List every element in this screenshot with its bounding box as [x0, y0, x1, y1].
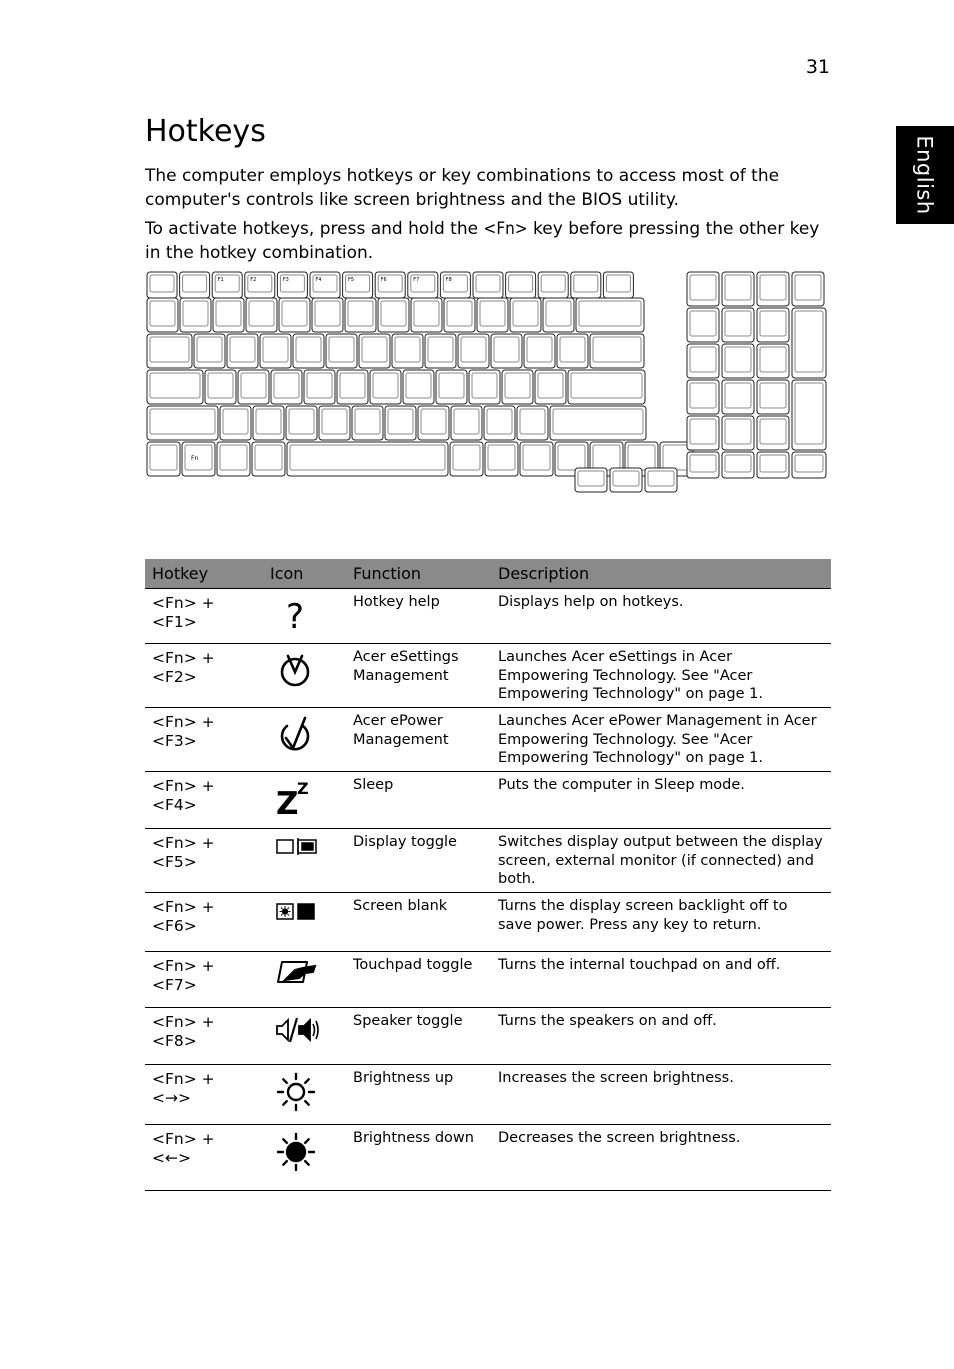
keyboard-key-top	[760, 311, 786, 336]
icon-cell	[263, 1125, 346, 1191]
keyboard-key-top	[230, 337, 255, 362]
function-key-label: F6	[380, 277, 387, 283]
hotkey-cell: <Fn> + <F8>	[145, 1008, 263, 1065]
keyboard-diagram	[145, 270, 831, 496]
svg-text:Z: Z	[276, 786, 299, 818]
description-cell: Turns the speakers on and off.	[491, 1008, 831, 1065]
keyboard-key-top	[725, 311, 751, 336]
keyboard-key-top	[373, 373, 398, 398]
keyboard-key-top	[282, 301, 307, 326]
keyboard-key-top	[223, 409, 248, 434]
keyboard-key-top	[439, 373, 464, 398]
keyboard-key-top	[220, 445, 247, 470]
keyboard-key-top	[795, 455, 823, 472]
keyboard-key-top	[513, 301, 538, 326]
keyboard-key-top	[454, 409, 479, 434]
keyboard-key-top	[249, 301, 274, 326]
activate-text-after: key before pressing the other key in the hotkey combination.	[145, 219, 820, 263]
keyboard-key-top	[255, 445, 282, 470]
keyboard-key-top	[574, 275, 598, 292]
icon-cell	[263, 952, 346, 1008]
fn-key-label: <Fn>	[483, 219, 528, 239]
icon-cell	[263, 829, 346, 893]
keyboard-key-top	[362, 337, 387, 362]
keyboard-key-top	[725, 275, 751, 300]
keyboard-key-top	[185, 445, 212, 470]
keyboard-key-top	[558, 445, 585, 470]
header-function: Function	[346, 559, 491, 589]
keyboard-key-top	[150, 301, 175, 326]
keyboard-key-top	[795, 275, 821, 300]
function-key-label: F2	[250, 277, 257, 283]
fn-key-text: Fn	[191, 455, 199, 462]
table-row	[145, 772, 831, 829]
keyboard-key-top	[296, 337, 321, 362]
keyboard-key-top	[760, 419, 786, 444]
keyboard-key-top	[593, 337, 641, 362]
hotkey-cell: <Fn> + <F2>	[145, 644, 263, 708]
epower-icon	[275, 714, 315, 758]
description-cell: Launches Acer eSettings in Acer Empowering Technology. See "Acer Empowering Technology" on page 1.	[491, 644, 831, 708]
description-cell: Launches Acer ePower Management in Acer Empowering Technology. See "Acer Empowering Technology" on page 1.	[491, 708, 831, 772]
function-cell: Touchpad toggle	[346, 952, 491, 1008]
keyboard-key-top	[690, 275, 716, 300]
hotkey-cell: <Fn> + <F1>	[145, 589, 263, 644]
keyboard-key-top	[322, 409, 347, 434]
hotkey-cell: <Fn> + <→>	[145, 1065, 263, 1125]
icon-cell	[263, 708, 346, 772]
language-tab-label: English	[913, 135, 938, 215]
hotkey-cell: <Fn> + <F7>	[145, 952, 263, 1008]
keyboard-key-top	[571, 373, 642, 398]
description-cell: Increases the screen brightness.	[491, 1065, 831, 1125]
brightness-down-icon	[275, 1131, 317, 1173]
svg-text:Z: Z	[297, 779, 309, 798]
keyboard-key-top	[208, 373, 233, 398]
brightness-up-icon	[275, 1071, 317, 1113]
keyboard-key-top	[329, 337, 354, 362]
keyboard-key-top	[340, 373, 365, 398]
keyboard-key-top	[541, 275, 565, 292]
keyboard-key-top	[648, 471, 674, 486]
touchpad-icon	[275, 958, 319, 988]
keyboard-key-top	[538, 373, 563, 398]
activate-paragraph	[145, 217, 835, 265]
speaker-toggle-icon	[275, 1014, 321, 1046]
keyboard-key-top	[488, 445, 515, 470]
description-cell: Switches display output between the display screen, external monitor (if connected) and both.	[491, 829, 831, 893]
keyboard-key-top	[476, 275, 500, 292]
function-cell: Brightness up	[346, 1065, 491, 1125]
screen-blank-icon	[275, 899, 319, 925]
hotkey-cell: <Fn> + <F5>	[145, 829, 263, 893]
keyboard-key-top	[348, 301, 373, 326]
header-icon: Icon	[263, 559, 346, 589]
icon-cell	[263, 1065, 346, 1125]
table-row	[145, 829, 831, 893]
keyboard-key-top	[523, 445, 550, 470]
keyboard-key-top	[395, 337, 420, 362]
keyboard-key-top	[414, 301, 439, 326]
keyboard-key-top	[725, 383, 751, 408]
keyboard-key-top	[197, 337, 222, 362]
keyboard-key-top	[760, 347, 786, 372]
keyboard-key-top	[795, 311, 823, 372]
table-row	[145, 1008, 831, 1065]
function-cell: Brightness down	[346, 1125, 491, 1191]
keyboard-keys	[147, 272, 826, 492]
activate-text-before: To activate hotkeys, press and hold the	[145, 219, 484, 239]
hotkey-cell: <Fn> + <F3>	[145, 708, 263, 772]
keyboard-key-top	[527, 337, 552, 362]
keyboard-key-top	[690, 455, 716, 472]
intro-paragraph: The computer employs hotkeys or key combinations to access most of the computer's controls like screen brightness and the BIOS utility.	[145, 166, 780, 210]
keyboard-key-top	[690, 311, 716, 336]
keyboard-key-top	[760, 275, 786, 300]
keyboard-key-top	[553, 409, 643, 434]
description-cell: Displays help on hotkeys.	[491, 589, 831, 644]
function-cell: Hotkey help	[346, 589, 491, 644]
keyboard-key-top	[421, 409, 446, 434]
icon-cell	[263, 772, 346, 829]
function-cell: Acer ePower Management	[346, 708, 491, 772]
keyboard-key-top	[150, 373, 200, 398]
svg-text:?: ?	[285, 597, 305, 635]
keyboard-key-top	[183, 275, 207, 292]
header-description: Description	[491, 559, 831, 589]
keyboard-key-top	[725, 347, 751, 372]
function-key-label: F8	[445, 277, 452, 283]
keyboard-key-top	[274, 373, 299, 398]
sleep-icon	[275, 778, 315, 818]
description-cell: Turns the display screen backlight off to save power. Press any key to return.	[491, 893, 831, 952]
table-row	[145, 644, 831, 708]
keyboard-key-top	[406, 373, 431, 398]
hotkey-cell: <Fn> + <F6>	[145, 893, 263, 952]
keyboard-key-top	[307, 373, 332, 398]
table-row	[145, 708, 831, 772]
table-row	[145, 589, 831, 644]
keyboard-key-top	[578, 471, 604, 486]
keyboard-key-top	[579, 301, 641, 326]
function-key-label: F3	[282, 277, 289, 283]
keyboard-key-top	[480, 301, 505, 326]
keyboard-key-top	[461, 337, 486, 362]
language-tab	[896, 126, 954, 224]
icon-cell	[263, 893, 346, 952]
keyboard-key-top	[241, 373, 266, 398]
icon-cell	[263, 644, 346, 708]
function-cell: Screen blank	[346, 893, 491, 952]
keyboard-key-top	[487, 409, 512, 434]
function-key-label: F4	[315, 277, 322, 283]
keyboard-key-top	[150, 409, 215, 434]
keyboard-key-top	[388, 409, 413, 434]
keyboard-key-top	[428, 337, 453, 362]
keyboard-key-top	[560, 337, 585, 362]
keyboard-key-top	[760, 383, 786, 408]
function-cell: Speaker toggle	[346, 1008, 491, 1065]
keyboard-key-top	[289, 409, 314, 434]
keyboard-key-top	[606, 275, 630, 292]
keyboard-key-top	[494, 337, 519, 362]
keyboard-key-top	[150, 275, 174, 292]
function-key-label: F1	[217, 277, 224, 283]
keyboard-key-top	[453, 445, 480, 470]
description-cell: Decreases the screen brightness.	[491, 1125, 831, 1191]
keyboard-key-top	[183, 301, 208, 326]
keyboard-key-top	[472, 373, 497, 398]
keyboard-key-top	[690, 383, 716, 408]
keyboard-key-top	[690, 347, 716, 372]
keyboard-key-top	[690, 419, 716, 444]
description-cell: Puts the computer in Sleep mode.	[491, 772, 831, 829]
description-cell: Turns the internal touchpad on and off.	[491, 952, 831, 1008]
keyboard-key-top	[760, 455, 786, 472]
page-number: 31	[805, 56, 830, 78]
table-row	[145, 1125, 831, 1191]
keyboard-key-top	[355, 409, 380, 434]
hotkey-cell: <Fn> + <←>	[145, 1125, 263, 1191]
function-cell: Display toggle	[346, 829, 491, 893]
keyboard-key-top	[509, 275, 533, 292]
table-row	[145, 893, 831, 952]
keyboard-key-top	[381, 301, 406, 326]
keyboard-key-top	[290, 445, 445, 470]
icon-cell	[263, 589, 346, 644]
function-cell: Sleep	[346, 772, 491, 829]
function-key-label: F7	[413, 277, 420, 283]
keyboard-key-top	[216, 301, 241, 326]
hotkeys-table	[145, 559, 831, 1191]
question-mark-icon	[275, 595, 315, 635]
esettings-icon	[275, 650, 315, 690]
table-row	[145, 952, 831, 1008]
keyboard-key-top	[150, 337, 189, 362]
hotkey-cell: <Fn> + <F4>	[145, 772, 263, 829]
keyboard-key-top	[520, 409, 545, 434]
keyboard-key-top	[150, 445, 177, 470]
keyboard-key-top	[546, 301, 571, 326]
function-cell: Acer eSettings Management	[346, 644, 491, 708]
keyboard-key-top	[593, 445, 620, 470]
keyboard-key-top	[447, 301, 472, 326]
keyboard-key-top	[613, 471, 639, 486]
keyboard-key-top	[795, 383, 823, 444]
page-title: Hotkeys	[145, 114, 266, 149]
icon-cell	[263, 1008, 346, 1065]
keyboard-key-top	[315, 301, 340, 326]
keyboard-key-top	[663, 445, 690, 470]
keyboard-key-top	[505, 373, 530, 398]
keyboard-key-top	[725, 419, 751, 444]
keyboard-key-top	[263, 337, 288, 362]
function-key-label: F5	[348, 277, 355, 283]
keyboard-key-top	[725, 455, 751, 472]
keyboard-key-top	[628, 445, 655, 470]
display-toggle-icon	[275, 835, 319, 859]
keyboard-key-top	[256, 409, 281, 434]
header-hotkey: Hotkey	[145, 559, 263, 589]
table-header-row	[145, 559, 831, 589]
table-row	[145, 1065, 831, 1125]
